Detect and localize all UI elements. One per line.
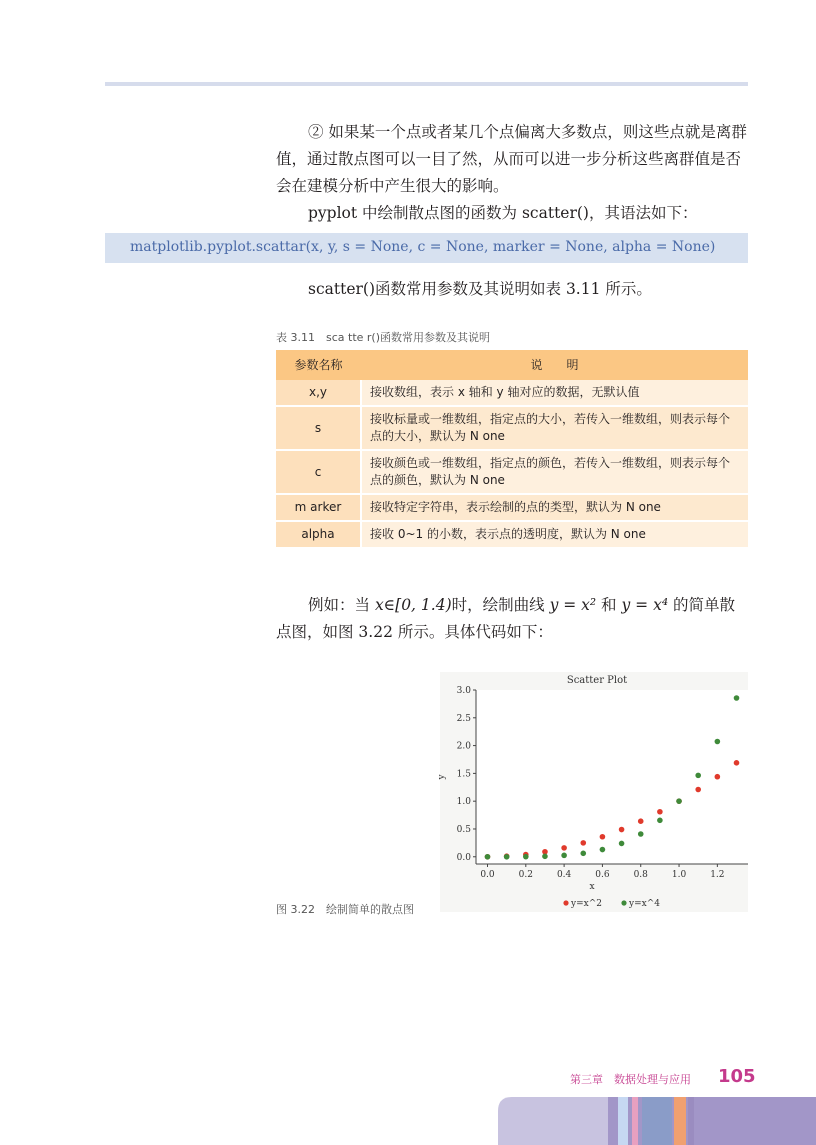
y-tick-label: 2.0 xyxy=(456,741,471,752)
p4-eq1: y = x² xyxy=(549,596,597,614)
table-row xyxy=(276,494,748,521)
param-desc: 接收颜色或一维数组，指定点的颜色，若传入一维数组，则表示每个点的颜色，默认为 N one xyxy=(361,450,748,494)
x-tick-label: 1.2 xyxy=(710,870,725,880)
footer-stripe xyxy=(674,1097,686,1145)
x-tick-label: 0.2 xyxy=(518,870,533,880)
x-axis-label: x xyxy=(589,882,595,892)
header-name: 参数名称 xyxy=(276,350,361,380)
page-number: 105 xyxy=(718,1066,756,1087)
footer-stripe xyxy=(632,1097,638,1145)
table-caption: 表 3.11 sca tte r()函数常用参数及其说明 xyxy=(276,331,490,344)
param-name: m arker xyxy=(276,494,361,521)
figure-caption: 图 3.22 绘制简单的散点图 xyxy=(276,903,414,916)
legend-marker xyxy=(563,900,568,905)
footer-chapter: 第三章 数据处理与应用 xyxy=(570,1073,691,1086)
paragraph-outliers xyxy=(276,119,748,200)
parameter-table xyxy=(276,350,748,549)
point-x2 xyxy=(695,787,701,793)
scatter-figure xyxy=(437,672,748,912)
param-name: x,y xyxy=(276,380,361,406)
y-tick-label: 2.5 xyxy=(456,713,471,724)
point-x4 xyxy=(619,841,625,847)
x-tick-label: 0.8 xyxy=(633,870,648,880)
param-name: alpha xyxy=(276,521,361,548)
param-name: c xyxy=(276,450,361,494)
paragraph-syntax-intro xyxy=(276,200,748,227)
y-tick-label: 0.5 xyxy=(456,824,471,835)
point-x2 xyxy=(580,840,586,846)
chart-title: Scatter Plot xyxy=(566,675,628,686)
point-x4 xyxy=(734,695,740,701)
y-tick-label: 0.0 xyxy=(456,852,471,863)
p4-range: x∈[0, 1.4) xyxy=(374,596,452,614)
point-x4 xyxy=(676,798,682,804)
y-axis-label: y xyxy=(437,774,447,780)
param-desc: 接收标量或一维数组，指定点的大小，若传入一维数组，则表示每个点的大小，默认为 N one xyxy=(361,406,748,450)
point-x4 xyxy=(561,853,567,859)
paragraph3-text: scatter()函数常用参数及其说明如表 3.11 所示。 xyxy=(308,280,652,298)
x-tick-label: 0.0 xyxy=(480,870,495,880)
point-x4 xyxy=(657,817,663,823)
point-x4 xyxy=(485,854,491,860)
plot-area xyxy=(476,690,748,864)
point-x2 xyxy=(734,760,740,766)
point-x4 xyxy=(523,854,529,860)
point-x4 xyxy=(638,831,644,837)
p4-and: 和 xyxy=(596,596,622,614)
table-row xyxy=(276,521,748,548)
paragraph1-text: ② 如果某一个点或者某几个点偏离大多数点，则这些点就是离群值，通过散点图可以一目了然，从而可以进一步分析这些离群值是否会在建模分析中产生很大的影响。 xyxy=(276,123,747,195)
point-x4 xyxy=(715,739,721,745)
y-tick-label: 1.5 xyxy=(456,769,471,780)
header-rule xyxy=(105,82,748,86)
paragraph-table-intro xyxy=(276,276,748,303)
footer-stripe xyxy=(618,1097,628,1145)
table-row xyxy=(276,406,748,450)
x-tick-label: 0.4 xyxy=(556,870,572,880)
point-x2 xyxy=(638,818,644,824)
table-row xyxy=(276,380,748,406)
y-tick-label: 3.0 xyxy=(456,686,471,696)
point-x2 xyxy=(600,834,606,840)
x-tick-label: 1.0 xyxy=(671,870,687,880)
legend-label: y=x^2 xyxy=(571,899,602,909)
point-x4 xyxy=(600,847,606,853)
point-x4 xyxy=(504,854,510,860)
p4-eq2: y = x⁴ xyxy=(621,596,669,614)
legend-label: y=x^4 xyxy=(629,899,660,909)
point-x4 xyxy=(580,850,586,856)
header-desc: 说 明 xyxy=(361,350,748,380)
footer-stripe xyxy=(642,1097,672,1145)
param-name: s xyxy=(276,406,361,450)
point-x2 xyxy=(715,774,721,780)
table-header-row xyxy=(276,350,748,380)
p4-pre: 例如：当 xyxy=(308,596,375,614)
point-x4 xyxy=(542,854,548,860)
x-tick-label: 0.6 xyxy=(595,870,610,880)
param-desc: 接收 0~1 的小数，表示点的透明度，默认为 N one xyxy=(361,521,748,548)
param-desc: 接收数组，表示 x 轴和 y 轴对应的数据，无默认值 xyxy=(361,380,748,406)
p4-mid: 时，绘制曲线 xyxy=(451,596,550,614)
paragraph-example xyxy=(276,592,748,646)
y-tick-label: 1.0 xyxy=(456,797,471,808)
p4-post: 的简单散点图，如图 3.22 所示。具体代码如下： xyxy=(276,596,735,641)
paragraph4-text xyxy=(276,592,748,646)
footer-stripe xyxy=(688,1097,694,1145)
point-x2 xyxy=(561,845,567,851)
table-row xyxy=(276,450,748,494)
point-x4 xyxy=(695,773,701,779)
footer-stripe xyxy=(608,1097,816,1145)
scatter-chart xyxy=(437,672,748,912)
footer-decoration xyxy=(498,1097,816,1145)
point-x2 xyxy=(657,809,663,815)
point-x2 xyxy=(619,827,625,833)
param-desc: 接收特定字符串，表示绘制的点的类型，默认为 N one xyxy=(361,494,748,521)
paragraph2-text: pyplot 中绘制散点图的函数为 scatter()，其语法如下： xyxy=(308,204,698,222)
legend-marker xyxy=(621,900,626,905)
code-line: matplotlib.pyplot.scattar(x, y, s = None, c = None, marker = None, alpha = None) xyxy=(130,239,716,255)
